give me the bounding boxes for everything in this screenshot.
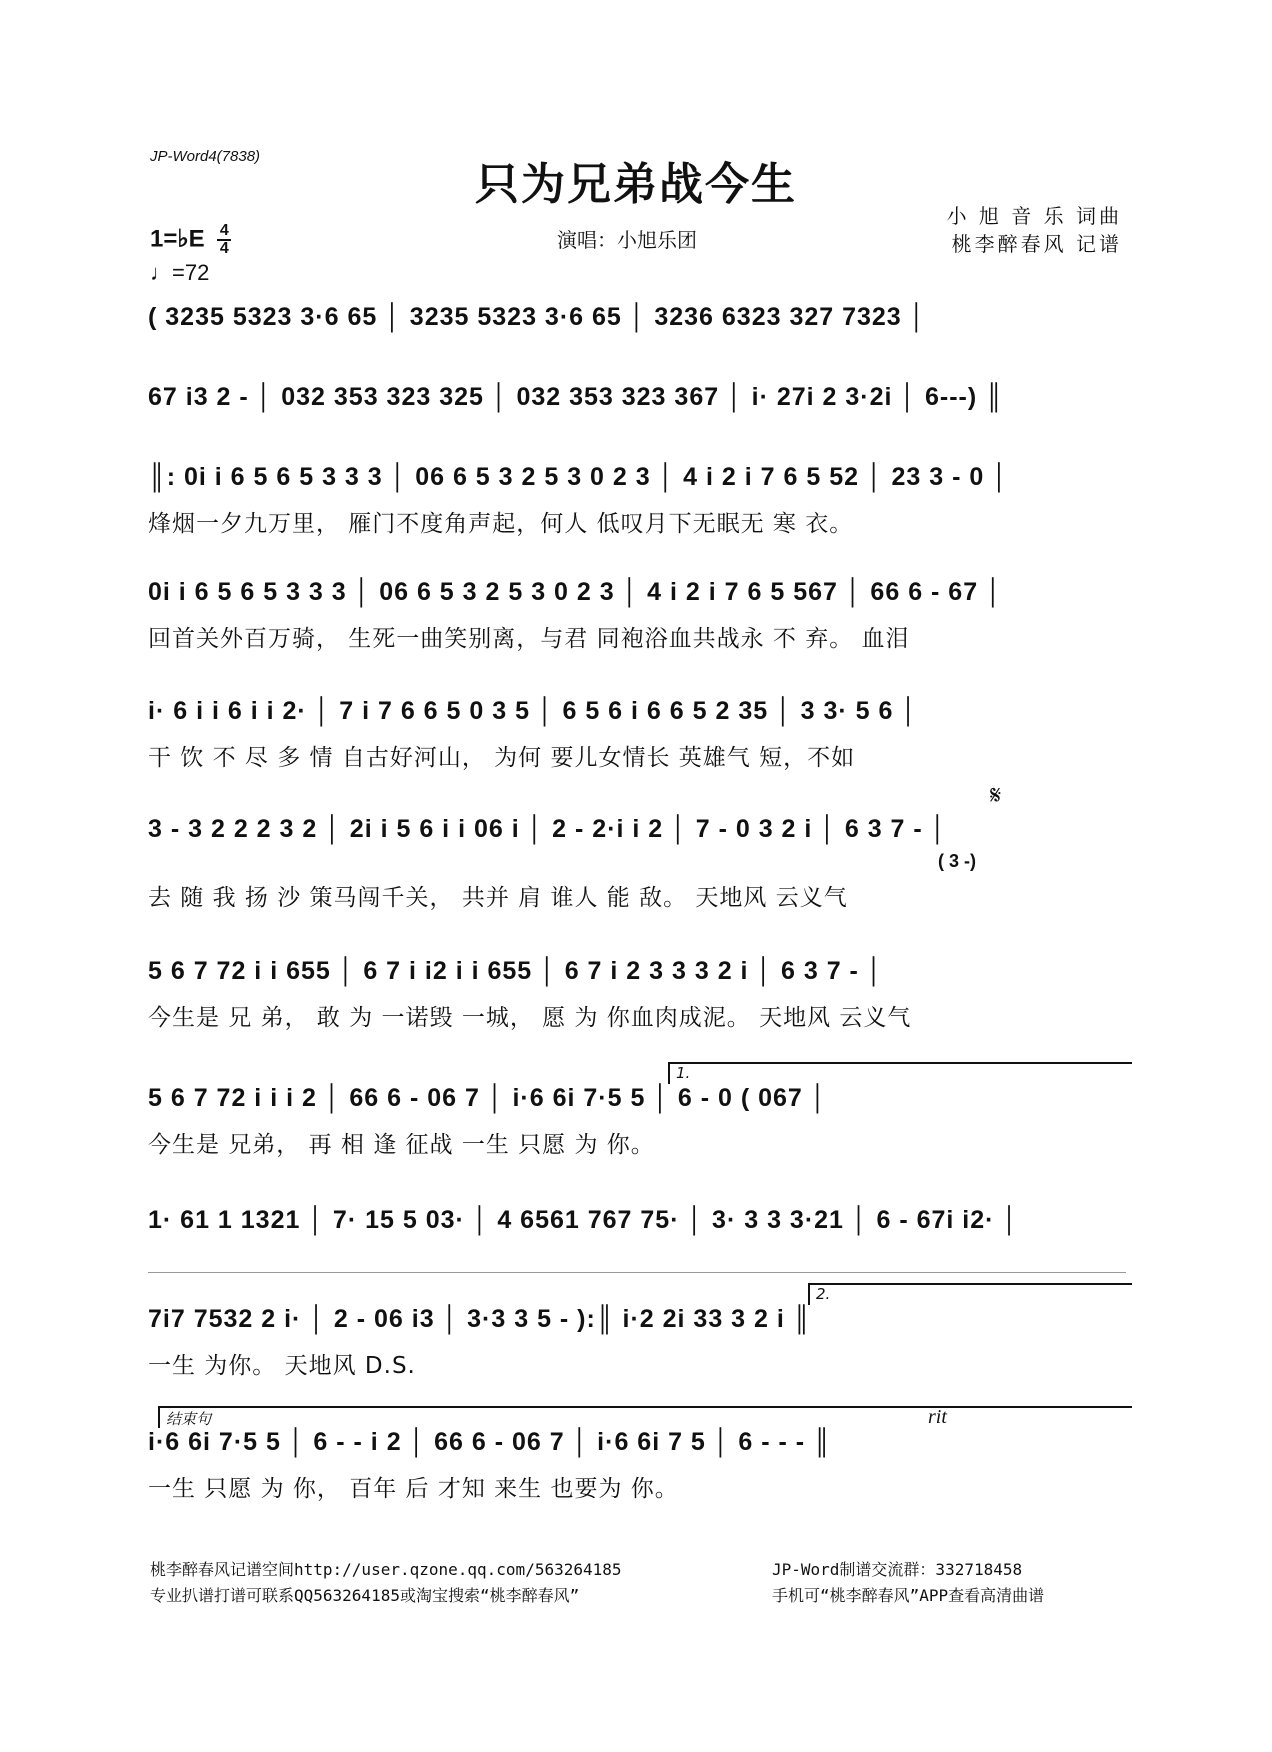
volta-2: 2. (808, 1283, 1132, 1305)
coda-bracket: 结束句 (158, 1406, 1132, 1428)
grace-note-paren: ( 3 -) (938, 851, 976, 871)
singer-credit: 演唱：小旭乐团 (557, 228, 697, 252)
footer-left-line-2: 专业扒谱打谱可联系QQ563264185或淘宝搜索“桃李醉春风” (150, 1586, 580, 1605)
notes-line: ║: 0i i 6 5 6 5 3 3 3 │ 06 6 5 3 2 5 3 0 2 3 │ 4 i 2 i 7 6 5 52 │ 23 3 - 0 │ (148, 463, 1009, 491)
lyrics-line: 干 饮 不 尽 多 情 自古好河山， 为何 要儿女情长 英雄气 短，不如 (148, 745, 856, 771)
rit-marking: rit (928, 1406, 947, 1428)
footer-right-line-2: 手机可“桃李醉春风”APP查看高清曲谱 (772, 1586, 1045, 1605)
lyrics-line: 回首关外百万骑， 生死一曲笑别离，与君 同袍浴血共战永 不 弃。 血泪 (148, 626, 910, 652)
time-signature (217, 224, 231, 256)
footer-left-line-1: 桃李醉春风记谱空间http://user.qzone.qq.com/563264185 (150, 1560, 622, 1579)
notes-line: i· 6 i i 6 i i 2· │ 7 i 7 6 6 5 0 3 5 │ 6 5 6 i 6 6 5 2 35 │ 3 3· 5 6 │ (148, 697, 918, 725)
notes-line: ( 3235 5323 3·6 65 │ 3235 5323 3·6 65 │ 3236 6323 327 7323 │ (148, 303, 927, 331)
software-label: JP-Word4(7838) (150, 148, 261, 165)
lyrics-line: 一生 为你。 天地风 D.S. (148, 1353, 416, 1379)
notes-line: 7i7 7532 2 i· │ 2 - 06 i3 │ 3·3 3 5 - ):║ i·2 2i 33 3 2 i ║ (148, 1305, 812, 1333)
notes-line: 5 6 7 72 i i 655 │ 6 7 i i2 i i 655 │ 6 7 i 2 3 3 3 2 i │ 6 3 7 - │ (148, 957, 884, 985)
segno-sign: 𝄋 (990, 781, 1002, 811)
notes-line: i·6 6i 7·5 5 │ 6 - - i 2 │ 66 6 - 06 7 │ i·6 6i 7 5 │ 6 - - - ║ (148, 1428, 832, 1456)
lyrics-line: 今生是 兄 弟， 敢 为 一诺毁 一城， 愿 为 你血肉成泥。 天地风 云义气 (148, 1005, 912, 1031)
volta-1: 1. (668, 1062, 1132, 1084)
key-label: 1=♭E (150, 225, 205, 253)
lyrics-line: 一生 只愿 为 你， 百年 后 才知 来生 也要为 你。 (148, 1476, 679, 1502)
lyrics-line: 去 随 我 扬 沙 策马闯千关， 共并 肩 谁人 能 敌。 天地风 云义气 (148, 885, 848, 911)
lyrics-line: 今生是 兄弟， 再 相 逢 征战 一生 只愿 为 你。 (148, 1132, 655, 1158)
notes-line: 3 - 3 2 2 2 3 2 │ 2i i 5 6 i i 06 i │ 2 - 2·i i 2 │ 7 - 0 3 2 i │ 6 3 7 - │ (148, 815, 948, 843)
tempo-marking: ♩=72 (150, 260, 210, 285)
notes-line: 1· 61 1 1321 │ 7· 15 5 03· │ 4 6561 767 75· │ 3· 3 3 3·21 │ 6 - 67i i2· │ (148, 1206, 1020, 1234)
notes-line: 67 i3 2 - │ 032 353 323 325 │ 032 353 323 367 │ i· 27i 2 3·2i │ 6---) ║ (148, 383, 1004, 411)
notes-line: 5 6 7 72 i i i 2 │ 66 6 - 06 7 │ i·6 6i 7·5 5 │ 6 - 0 ( 067 │ (148, 1084, 828, 1112)
composer-credit: 小 旭 音 乐 词曲 (946, 204, 1122, 228)
time-bottom: 4 (219, 240, 229, 257)
footer-right-line-1: JP-Word制谱交流群：332718458 (772, 1560, 1023, 1579)
lyrics-line: 烽烟一夕九万里， 雁门不度角声起，何人 低叹月下无眠无 寒 衣。 (148, 511, 854, 537)
transcriber-credit: 桃李醉春风 记谱 (951, 232, 1122, 256)
notes-line: 0i i 6 5 6 5 3 3 3 │ 06 6 5 3 2 5 3 0 2 3 │ 4 i 2 i 7 6 5 567 │ 66 6 - 67 │ (148, 578, 1003, 606)
song-title: 只为兄弟战今生 (475, 159, 797, 210)
key-signature (150, 224, 231, 256)
divider-line (148, 1272, 1126, 1273)
time-top: 4 (219, 222, 229, 239)
